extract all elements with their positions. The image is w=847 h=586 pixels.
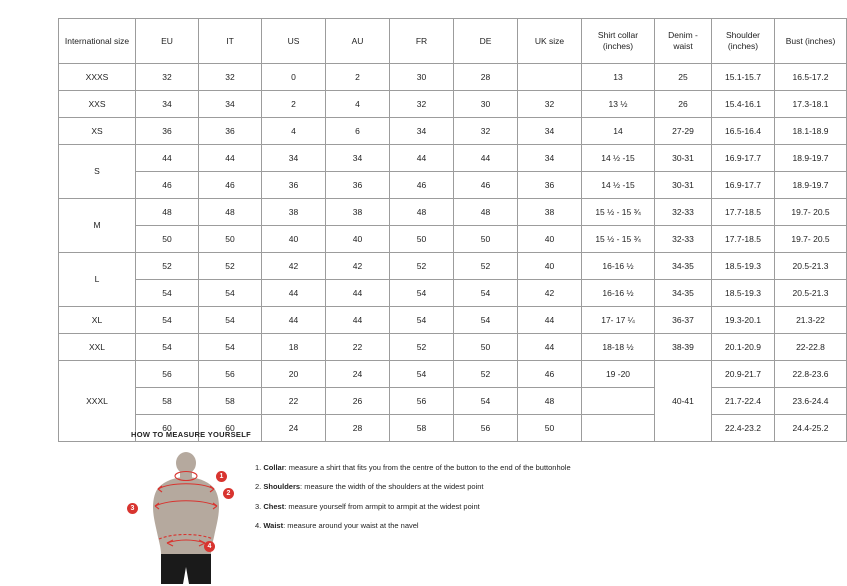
table-cell: 34	[390, 118, 454, 145]
table-cell: 21.7-22.4	[712, 388, 775, 415]
table-cell: 22-22.8	[775, 334, 847, 361]
table-cell: 22	[326, 334, 390, 361]
table-cell: 4	[262, 118, 326, 145]
table-row	[59, 334, 847, 361]
table-row	[59, 145, 847, 172]
table-cell: 50	[136, 226, 199, 253]
table-cell: 54	[136, 280, 199, 307]
table-cell: 32	[390, 91, 454, 118]
table-cell: 30-31	[655, 145, 712, 172]
table-cell: 32	[518, 91, 582, 118]
column-header-bust: Bust (inches)	[775, 19, 847, 64]
column-header-eu: EU	[136, 19, 199, 64]
table-cell: 18	[262, 334, 326, 361]
table-cell: 52	[454, 361, 518, 388]
table-cell: 38	[326, 199, 390, 226]
table-cell: 24	[262, 415, 326, 442]
table-row	[59, 64, 847, 91]
table-cell: 44	[262, 307, 326, 334]
table-cell: 15.1-15.7	[712, 64, 775, 91]
table-cell: 32	[136, 64, 199, 91]
table-cell: 46	[454, 172, 518, 199]
table-cell: 14 ½ -15	[582, 172, 655, 199]
table-cell: 56	[199, 361, 262, 388]
table-cell: 15 ½ - 15 ¾	[582, 199, 655, 226]
table-cell: 50	[199, 226, 262, 253]
table-cell: 54	[199, 280, 262, 307]
table-cell: 54	[454, 280, 518, 307]
table-cell: 54	[199, 334, 262, 361]
table-row	[59, 199, 847, 226]
table-cell: 28	[454, 64, 518, 91]
table-cell: 34	[262, 145, 326, 172]
table-cell: 17.7-18.5	[712, 199, 775, 226]
table-cell: 2	[326, 64, 390, 91]
table-cell: 0	[262, 64, 326, 91]
table-cell: 13 ½	[582, 91, 655, 118]
instruction-term: Shoulders	[263, 482, 301, 492]
column-header-fr: FR	[390, 19, 454, 64]
table-header	[59, 19, 847, 64]
column-header-international-size: International size	[59, 19, 136, 64]
table-body	[59, 64, 847, 442]
table-cell: 26	[326, 388, 390, 415]
table-cell: 18.9-19.7	[775, 145, 847, 172]
table-cell: 36	[518, 172, 582, 199]
table-cell: 34	[518, 145, 582, 172]
table-cell: 44	[518, 334, 582, 361]
table-cell: 30-31	[655, 172, 712, 199]
table-cell: 54	[199, 307, 262, 334]
table-cell: 20.9-21.7	[712, 361, 775, 388]
table-cell: 20.5-21.3	[775, 253, 847, 280]
table-cell: 34	[326, 145, 390, 172]
table-cell: 60	[199, 415, 262, 442]
table-cell: 44	[518, 307, 582, 334]
table-cell: 15.4-16.1	[712, 91, 775, 118]
table-cell: 52	[136, 253, 199, 280]
marker-4: 4	[204, 541, 215, 552]
column-header-shirt-collar: Shirt collar (inches)	[582, 19, 655, 64]
table-cell: 6	[326, 118, 390, 145]
table-cell: 18-18 ½	[582, 334, 655, 361]
table-cell: 16.9-17.7	[712, 172, 775, 199]
table-cell: 30	[390, 64, 454, 91]
table-cell: 54	[454, 388, 518, 415]
column-header-uk-size: UK size	[518, 19, 582, 64]
instruction-text: : measure yourself from armpit to armpit at the widest point	[284, 501, 480, 511]
table-cell: 54	[390, 307, 454, 334]
table-cell: 19.7- 20.5	[775, 226, 847, 253]
table-cell: 38-39	[655, 334, 712, 361]
measure-instruction-item	[255, 521, 571, 530]
table-cell: 20.5-21.3	[775, 280, 847, 307]
table-cell: 38	[518, 199, 582, 226]
table-cell: 48	[199, 199, 262, 226]
table-cell: 16.5-17.2	[775, 64, 847, 91]
table-cell: 40	[326, 226, 390, 253]
table-cell: 28	[326, 415, 390, 442]
table-cell: 17.3-18.1	[775, 91, 847, 118]
table-cell: 46	[199, 172, 262, 199]
table-cell: 44	[199, 145, 262, 172]
table-cell	[518, 64, 582, 91]
table-cell: 23.6-24.4	[775, 388, 847, 415]
table-cell: 40	[518, 226, 582, 253]
table-cell: 58	[136, 388, 199, 415]
table-cell: 52	[390, 253, 454, 280]
table-cell: 52	[199, 253, 262, 280]
table-cell: 4	[326, 91, 390, 118]
table-cell: 54	[136, 334, 199, 361]
table-cell: 46	[518, 361, 582, 388]
measure-instruction-item	[255, 502, 571, 511]
table-cell: 54	[390, 361, 454, 388]
table-cell: 36	[326, 172, 390, 199]
column-header-us: US	[262, 19, 326, 64]
table-cell: 20.1-20.9	[712, 334, 775, 361]
table-cell: 2	[262, 91, 326, 118]
size-label-cell: XXXS	[59, 64, 136, 91]
table-cell: 22.8-23.6	[775, 361, 847, 388]
table-row	[59, 361, 847, 388]
table-cell: 46	[390, 172, 454, 199]
marker-1: 1	[216, 471, 227, 482]
table-cell: 21.3-22	[775, 307, 847, 334]
table-cell: 54	[390, 280, 454, 307]
table-cell	[582, 388, 655, 415]
table-cell: 40	[262, 226, 326, 253]
table-row	[59, 280, 847, 307]
table-cell: 50	[454, 226, 518, 253]
table-cell: 25	[655, 64, 712, 91]
table-cell: 38	[262, 199, 326, 226]
instruction-text: : measure around your waist at the navel	[283, 521, 419, 531]
table-cell: 19 -20	[582, 361, 655, 388]
table-row	[59, 226, 847, 253]
table-cell: 44	[390, 145, 454, 172]
size-label-cell: XXXL	[59, 361, 136, 442]
size-label-cell: XXS	[59, 91, 136, 118]
size-label-cell: XL	[59, 307, 136, 334]
instruction-text: : measure the width of the shoulders at the widest point	[300, 482, 484, 492]
size-label-cell: L	[59, 253, 136, 307]
table-row	[59, 172, 847, 199]
table-row	[59, 307, 847, 334]
column-header-it: IT	[199, 19, 262, 64]
table-cell: 50	[454, 334, 518, 361]
table-cell: 56	[454, 415, 518, 442]
table-cell: 15 ½ - 15 ¾	[582, 226, 655, 253]
measurement-figure	[131, 451, 241, 581]
table-cell: 14 ½ -15	[582, 145, 655, 172]
table-cell: 17- 17 ¼	[582, 307, 655, 334]
table-cell: 22.4-23.2	[712, 415, 775, 442]
how-to-measure-section	[131, 430, 731, 581]
table-cell: 36	[199, 118, 262, 145]
table-cell: 60	[136, 415, 199, 442]
table-cell: 46	[136, 172, 199, 199]
size-label-cell: M	[59, 199, 136, 253]
table-cell: 22	[262, 388, 326, 415]
size-label-cell: XS	[59, 118, 136, 145]
size-label-cell: S	[59, 145, 136, 199]
table-cell: 42	[262, 253, 326, 280]
table-cell: 32	[199, 64, 262, 91]
table-cell: 16.5-16.4	[712, 118, 775, 145]
table-cell: 18.5-19.3	[712, 253, 775, 280]
column-header-shoulder: Shoulder (inches)	[712, 19, 775, 64]
table-cell: 18.5-19.3	[712, 280, 775, 307]
table-cell: 16-16 ½	[582, 280, 655, 307]
table-cell: 52	[390, 334, 454, 361]
table-cell: 18.9-19.7	[775, 172, 847, 199]
table-cell: 40-41	[655, 361, 712, 442]
table-cell: 40	[518, 253, 582, 280]
table-cell: 54	[454, 307, 518, 334]
table-header-row	[59, 19, 847, 64]
table-cell: 42	[518, 280, 582, 307]
table-cell: 44	[136, 145, 199, 172]
table-cell: 42	[326, 253, 390, 280]
table-cell: 17.7-18.5	[712, 226, 775, 253]
table-cell: 48	[136, 199, 199, 226]
table-cell: 56	[390, 388, 454, 415]
size-label-cell: XXL	[59, 334, 136, 361]
table-cell: 44	[262, 280, 326, 307]
instruction-term: Waist	[263, 521, 284, 531]
table-cell: 56	[136, 361, 199, 388]
table-cell: 20	[262, 361, 326, 388]
table-cell: 48	[454, 199, 518, 226]
size-chart	[58, 18, 836, 442]
table-cell: 58	[199, 388, 262, 415]
marker-3: 3	[127, 503, 138, 514]
table-cell: 19.3-20.1	[712, 307, 775, 334]
table-cell: 34	[136, 91, 199, 118]
table-cell: 14	[582, 118, 655, 145]
table-cell: 27-29	[655, 118, 712, 145]
instruction-number: 2.	[255, 482, 262, 492]
table-row	[59, 388, 847, 415]
table-cell: 32-33	[655, 199, 712, 226]
table-cell: 36-37	[655, 307, 712, 334]
table-cell: 32-33	[655, 226, 712, 253]
table-cell: 24	[326, 361, 390, 388]
table-cell: 16.9-17.7	[712, 145, 775, 172]
table-cell: 24.4-25.2	[775, 415, 847, 442]
table-cell: 44	[454, 145, 518, 172]
how-to-measure-title: HOW TO MEASURE YOURSELF	[131, 430, 251, 439]
table-cell: 34-35	[655, 253, 712, 280]
table-cell: 16-16 ½	[582, 253, 655, 280]
column-header-de: DE	[454, 19, 518, 64]
instruction-text: : measure a shirt that fits you from the centre of the button to the end of the buttonhole	[284, 463, 571, 472]
table-cell: 48	[518, 388, 582, 415]
table-cell: 13	[582, 64, 655, 91]
table-cell: 48	[390, 199, 454, 226]
table-row	[59, 118, 847, 145]
table-cell: 32	[454, 118, 518, 145]
table-cell: 44	[326, 280, 390, 307]
table-cell: 26	[655, 91, 712, 118]
table-cell: 50	[518, 415, 582, 442]
table-cell: 44	[326, 307, 390, 334]
table-cell: 34	[199, 91, 262, 118]
instruction-term: Collar	[263, 463, 285, 472]
table-cell: 58	[390, 415, 454, 442]
marker-2: 2	[223, 488, 234, 499]
table-cell: 36	[262, 172, 326, 199]
instruction-number: 1.	[255, 463, 262, 472]
table-cell: 52	[454, 253, 518, 280]
table-cell: 18.1-18.9	[775, 118, 847, 145]
table-cell: 34	[518, 118, 582, 145]
instruction-number: 4.	[255, 521, 262, 531]
table-cell: 30	[454, 91, 518, 118]
table-cell: 50	[390, 226, 454, 253]
table-row	[59, 91, 847, 118]
table-cell: 19.7- 20.5	[775, 199, 847, 226]
how-to-measure-body	[131, 451, 731, 581]
table-row	[59, 253, 847, 280]
table-cell: 36	[136, 118, 199, 145]
measure-instruction-item	[255, 482, 571, 491]
size-table	[58, 18, 847, 442]
measure-instruction-item	[255, 463, 571, 472]
measure-instructions	[255, 451, 571, 541]
table-cell: 54	[136, 307, 199, 334]
column-header-au: AU	[326, 19, 390, 64]
instruction-number: 3.	[255, 501, 262, 511]
column-header-denim-waist: Denim - waist	[655, 19, 712, 64]
instruction-term: Chest	[263, 501, 285, 511]
table-cell: 34-35	[655, 280, 712, 307]
